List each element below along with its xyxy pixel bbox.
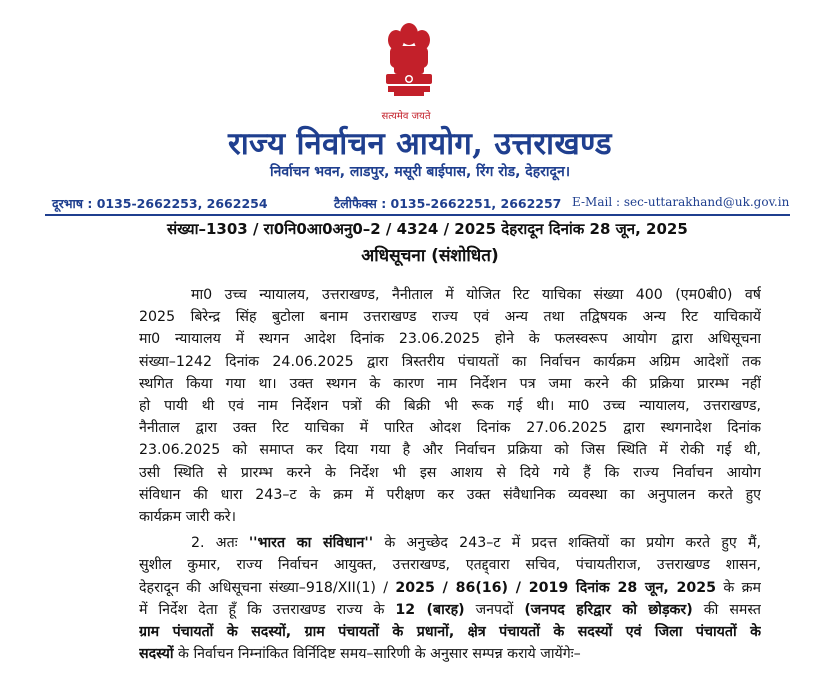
- notification-title: अधिसूचना (संशोधित): [361, 246, 499, 266]
- body-line: नैनीताल द्वारा उक्त रिट याचिका में पारित ओदश दिनांक 27.06.2025 द्वारा स्थगनादेश दिनांक: [139, 420, 761, 437]
- text-run: के अनुच्छेद 243–ट में प्रदत्त शक्तियों का प्रयोग करते हुए मैं,: [373, 535, 761, 552]
- constitution-reference: ''भारत का संविधान'': [248, 535, 374, 552]
- paragraph-2: [139, 532, 761, 665]
- text-run: में निर्देश देता हूँ कि उत्तराखण्ड राज्य के: [139, 601, 396, 618]
- body-line: सुशील कुमार, राज्य निर्वाचन आयुक्त, उत्तराखण्ड, एतद्द्वारा सचिव, पंचायतीराज, उत्तराखण्ड शासन,: [139, 557, 761, 574]
- body-line: [139, 643, 761, 665]
- body-line: मा0 उच्च न्यायालय, उत्तराखण्ड, नैनीताल में योजित रिट याचिका संख्या 400 (एम0बी0) वर्ष: [191, 287, 761, 303]
- text-run: की समस्त: [692, 601, 761, 618]
- header-divider: [45, 214, 790, 216]
- body-line: मा0 न्यायालय में स्थगन आदेश दिनांक 23.06.2025 होने के फलस्वरूप आयोग द्वारा अधिसूचना: [139, 331, 761, 348]
- text-run: के क्रम: [716, 579, 761, 596]
- body-line: [139, 599, 761, 621]
- paragraph-1: [139, 284, 761, 528]
- body-line: ग्राम पंचायतों के सदस्यों, ग्राम पंचायतों के प्रधानों, क्षेत्र पंचायतों के सदस्यों एवं जिला पंचायतों के: [139, 624, 761, 641]
- reference-number: संख्या–1303 / रा0नि0आ0अनु0–2 / 4324 / 2025 देहरादून दिनांक 28 जून, 2025: [167, 220, 688, 238]
- org-title: राज्य निर्वाचन आयोग, उत्तराखण्ड: [228, 126, 612, 162]
- body-line: कार्यक्रम जारी करे।: [139, 509, 236, 526]
- body-line: 23.06.2025 को समाप्त कर दिया गया है और निर्वाचन प्रक्रिया को जिस स्थिति में रोकी गई थी,: [139, 442, 761, 459]
- body-line: 2025 बिरेन्द्र सिंह बुटोला बनाम उत्तराखण्ड राज्य एवं अन्य तथा तद्विषयक अन्य रिट याचिकायें: [139, 309, 761, 326]
- body-line: स्थगित किया गया था। उक्त स्थगन के कारण नाम निर्देशन पत्र जमा करने की प्रक्रिया प्रारम्भ नहीं: [139, 375, 761, 392]
- text-run: जनपदों: [464, 601, 525, 618]
- contact-fax: टैलीफैक्स : 0135-2662251, 2662257: [334, 196, 562, 211]
- district-count: 12 (बारह): [395, 601, 465, 618]
- notification-date-reference: 2025 / 86(16) / 2019 दिनांक 28 जून, 2025: [395, 579, 717, 596]
- text-run: 2. अतः: [191, 535, 249, 552]
- body-line: उसी स्थिति से प्रारम्भ करने के निर्देश भी इस आशय से दिये गये हैं कि राज्य निर्वाचन आयोग: [139, 464, 761, 481]
- text-run: सदस्यों: [139, 646, 174, 663]
- district-exclusion: (जनपद हरिद्वार को छोड़कर): [524, 601, 693, 618]
- contact-phone: दूरभाष : 0135-2662253, 2662254: [52, 196, 268, 211]
- notification-body: [139, 284, 761, 665]
- text-run: के निर्वाचन निम्नांकित विर्निदिष्ट समय–सारिणी के अनुसार सम्पन्न कराये जायेंगेः–: [173, 646, 581, 663]
- body-line: [139, 577, 761, 599]
- body-line: [139, 532, 761, 554]
- body-line: संख्या–1242 दिनांक 24.06.2025 द्वारा त्रिस्तरीय पंचायतों का निर्वाचन कार्यक्रम अग्रिम आदेशों तक: [139, 353, 761, 370]
- contact-email: E-Mail : sec-uttarakhand@uk.gov.in: [572, 195, 790, 209]
- org-address: निर्वाचन भवन, लाडपुर, मसूरी बाईपास, रिंग रोड, देहरादून।: [269, 164, 571, 180]
- emblem-motto: सत्यमेव जयते: [381, 111, 431, 122]
- national-emblem-icon: [374, 20, 444, 112]
- body-line: संविधान की धारा 243–ट के क्रम में परीक्षण कर उक्त संवैधानिक व्यवस्था का अनुपालन करते हुए: [139, 486, 761, 503]
- text-run: देहरादून की अधिसूचना संख्या–918/XII(1) /: [139, 579, 396, 596]
- body-line: हो पायी थी एवं नाम निर्देशन पत्रों की बिक्री भी रूक गई थी। मा0 उच्च न्यायालय, उत्तराखण्ड,: [139, 398, 761, 415]
